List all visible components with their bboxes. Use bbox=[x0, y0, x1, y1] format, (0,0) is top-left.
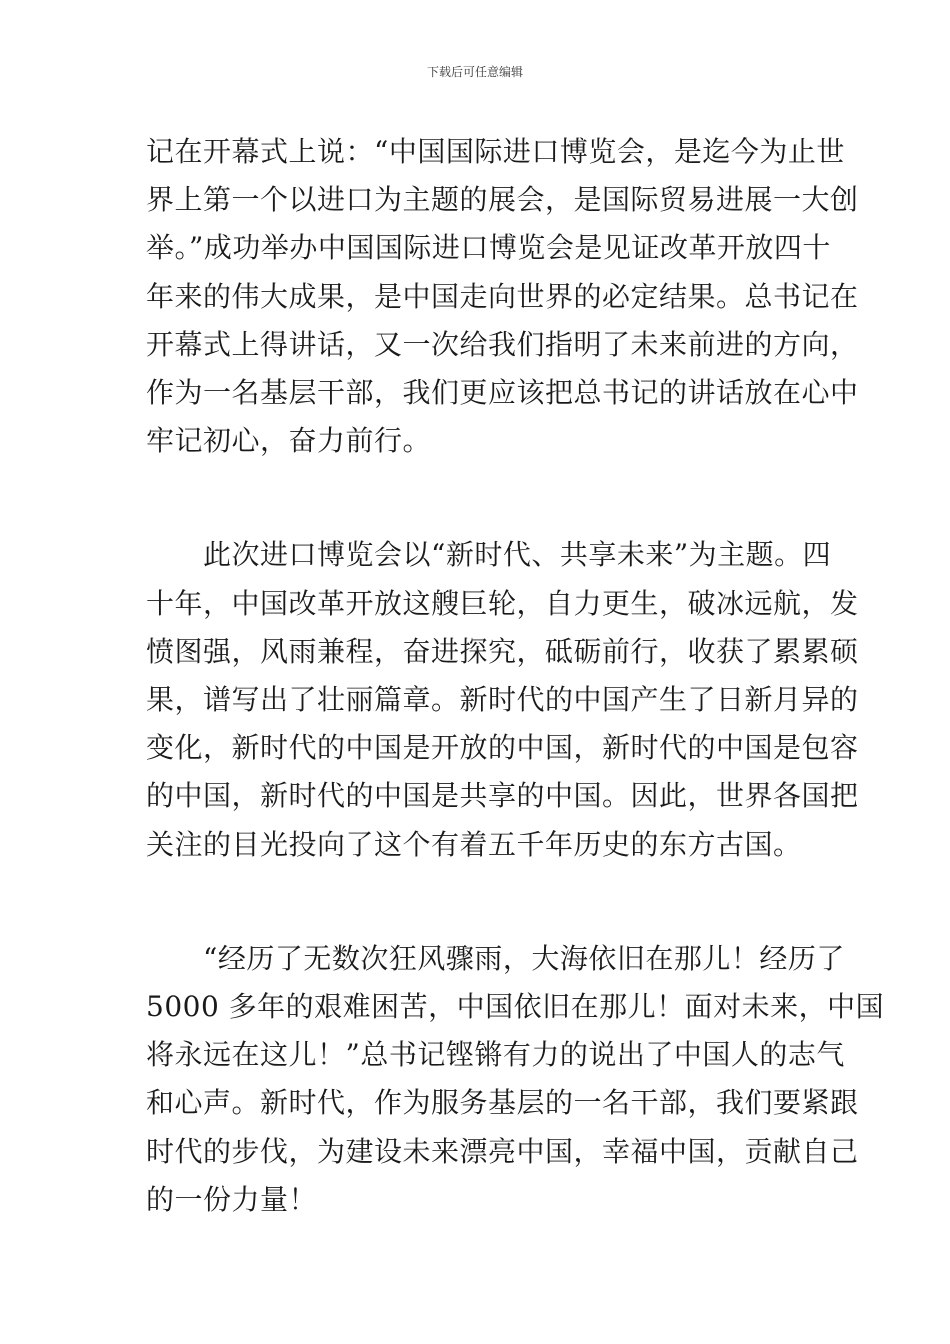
text-line: 界上第一个以进口为主题的展会，是国际贸易进展一大创 bbox=[146, 183, 859, 217]
paragraph-spacer bbox=[146, 869, 806, 935]
text-line: 将永远在这儿！”总书记铿锵有力的说出了中国人的志气 bbox=[146, 1038, 845, 1072]
text-line: 此次进口博览会以“新时代、共享未来”为主题。四 bbox=[146, 538, 832, 572]
text-line: 5000 多年的艰难困苦，中国依旧在那儿！面对未来，中国 bbox=[146, 990, 885, 1024]
text-line: 关注的目光投向了这个有着五千年历史的东方古国。 bbox=[146, 827, 802, 861]
paragraph-spacer bbox=[146, 465, 806, 531]
text-line: 的中国，新时代的中国是共享的中国。因此，世界各国把 bbox=[146, 779, 859, 813]
paragraph-3 bbox=[146, 935, 885, 1224]
text-line: 愤图强，风雨兼程，奋进探究，砥砺前行，收获了累累硕 bbox=[146, 634, 859, 668]
text-line: 十年，中国改革开放这艘巨轮，自力更生，破冰远航，发 bbox=[146, 586, 859, 620]
text-line: 变化，新时代的中国是开放的中国，新时代的中国是包容 bbox=[146, 731, 859, 765]
text-line: 的一份力量！ bbox=[146, 1182, 318, 1216]
text-line: “经历了无数次狂风骤雨，大海依旧在那儿！经历了 bbox=[146, 941, 845, 975]
text-line: 果，谱写出了壮丽篇章。新时代的中国产生了日新月异的 bbox=[146, 683, 859, 717]
text-line: 和心声。新时代，作为服务基层的一名干部，我们要紧跟 bbox=[146, 1086, 859, 1120]
text-line: 举。”成功举办中国国际进口博览会是见证改革开放四十 bbox=[146, 231, 831, 265]
page-header-note: 下载后可任意编辑 bbox=[426, 65, 523, 79]
paragraph-1 bbox=[146, 128, 859, 465]
text-line: 时代的步伐，为建设未来漂亮中国，幸福中国，贡献自己 bbox=[146, 1134, 859, 1168]
text-line: 牢记初心，奋力前行。 bbox=[146, 424, 432, 458]
document-body bbox=[146, 128, 885, 1224]
text-line: 年来的伟大成果，是中国走向世界的必定结果。总书记在 bbox=[146, 279, 859, 313]
paragraph-2 bbox=[146, 531, 859, 868]
text-line: 开幕式上得讲话，又一次给我们指明了未来前进的方向， bbox=[146, 327, 859, 361]
text-line: 记在开幕式上说：“中国国际进口博览会，是迄今为止世 bbox=[146, 135, 845, 168]
text-line: 作为一名基层干部，我们更应该把总书记的讲话放在心中 bbox=[146, 376, 859, 410]
